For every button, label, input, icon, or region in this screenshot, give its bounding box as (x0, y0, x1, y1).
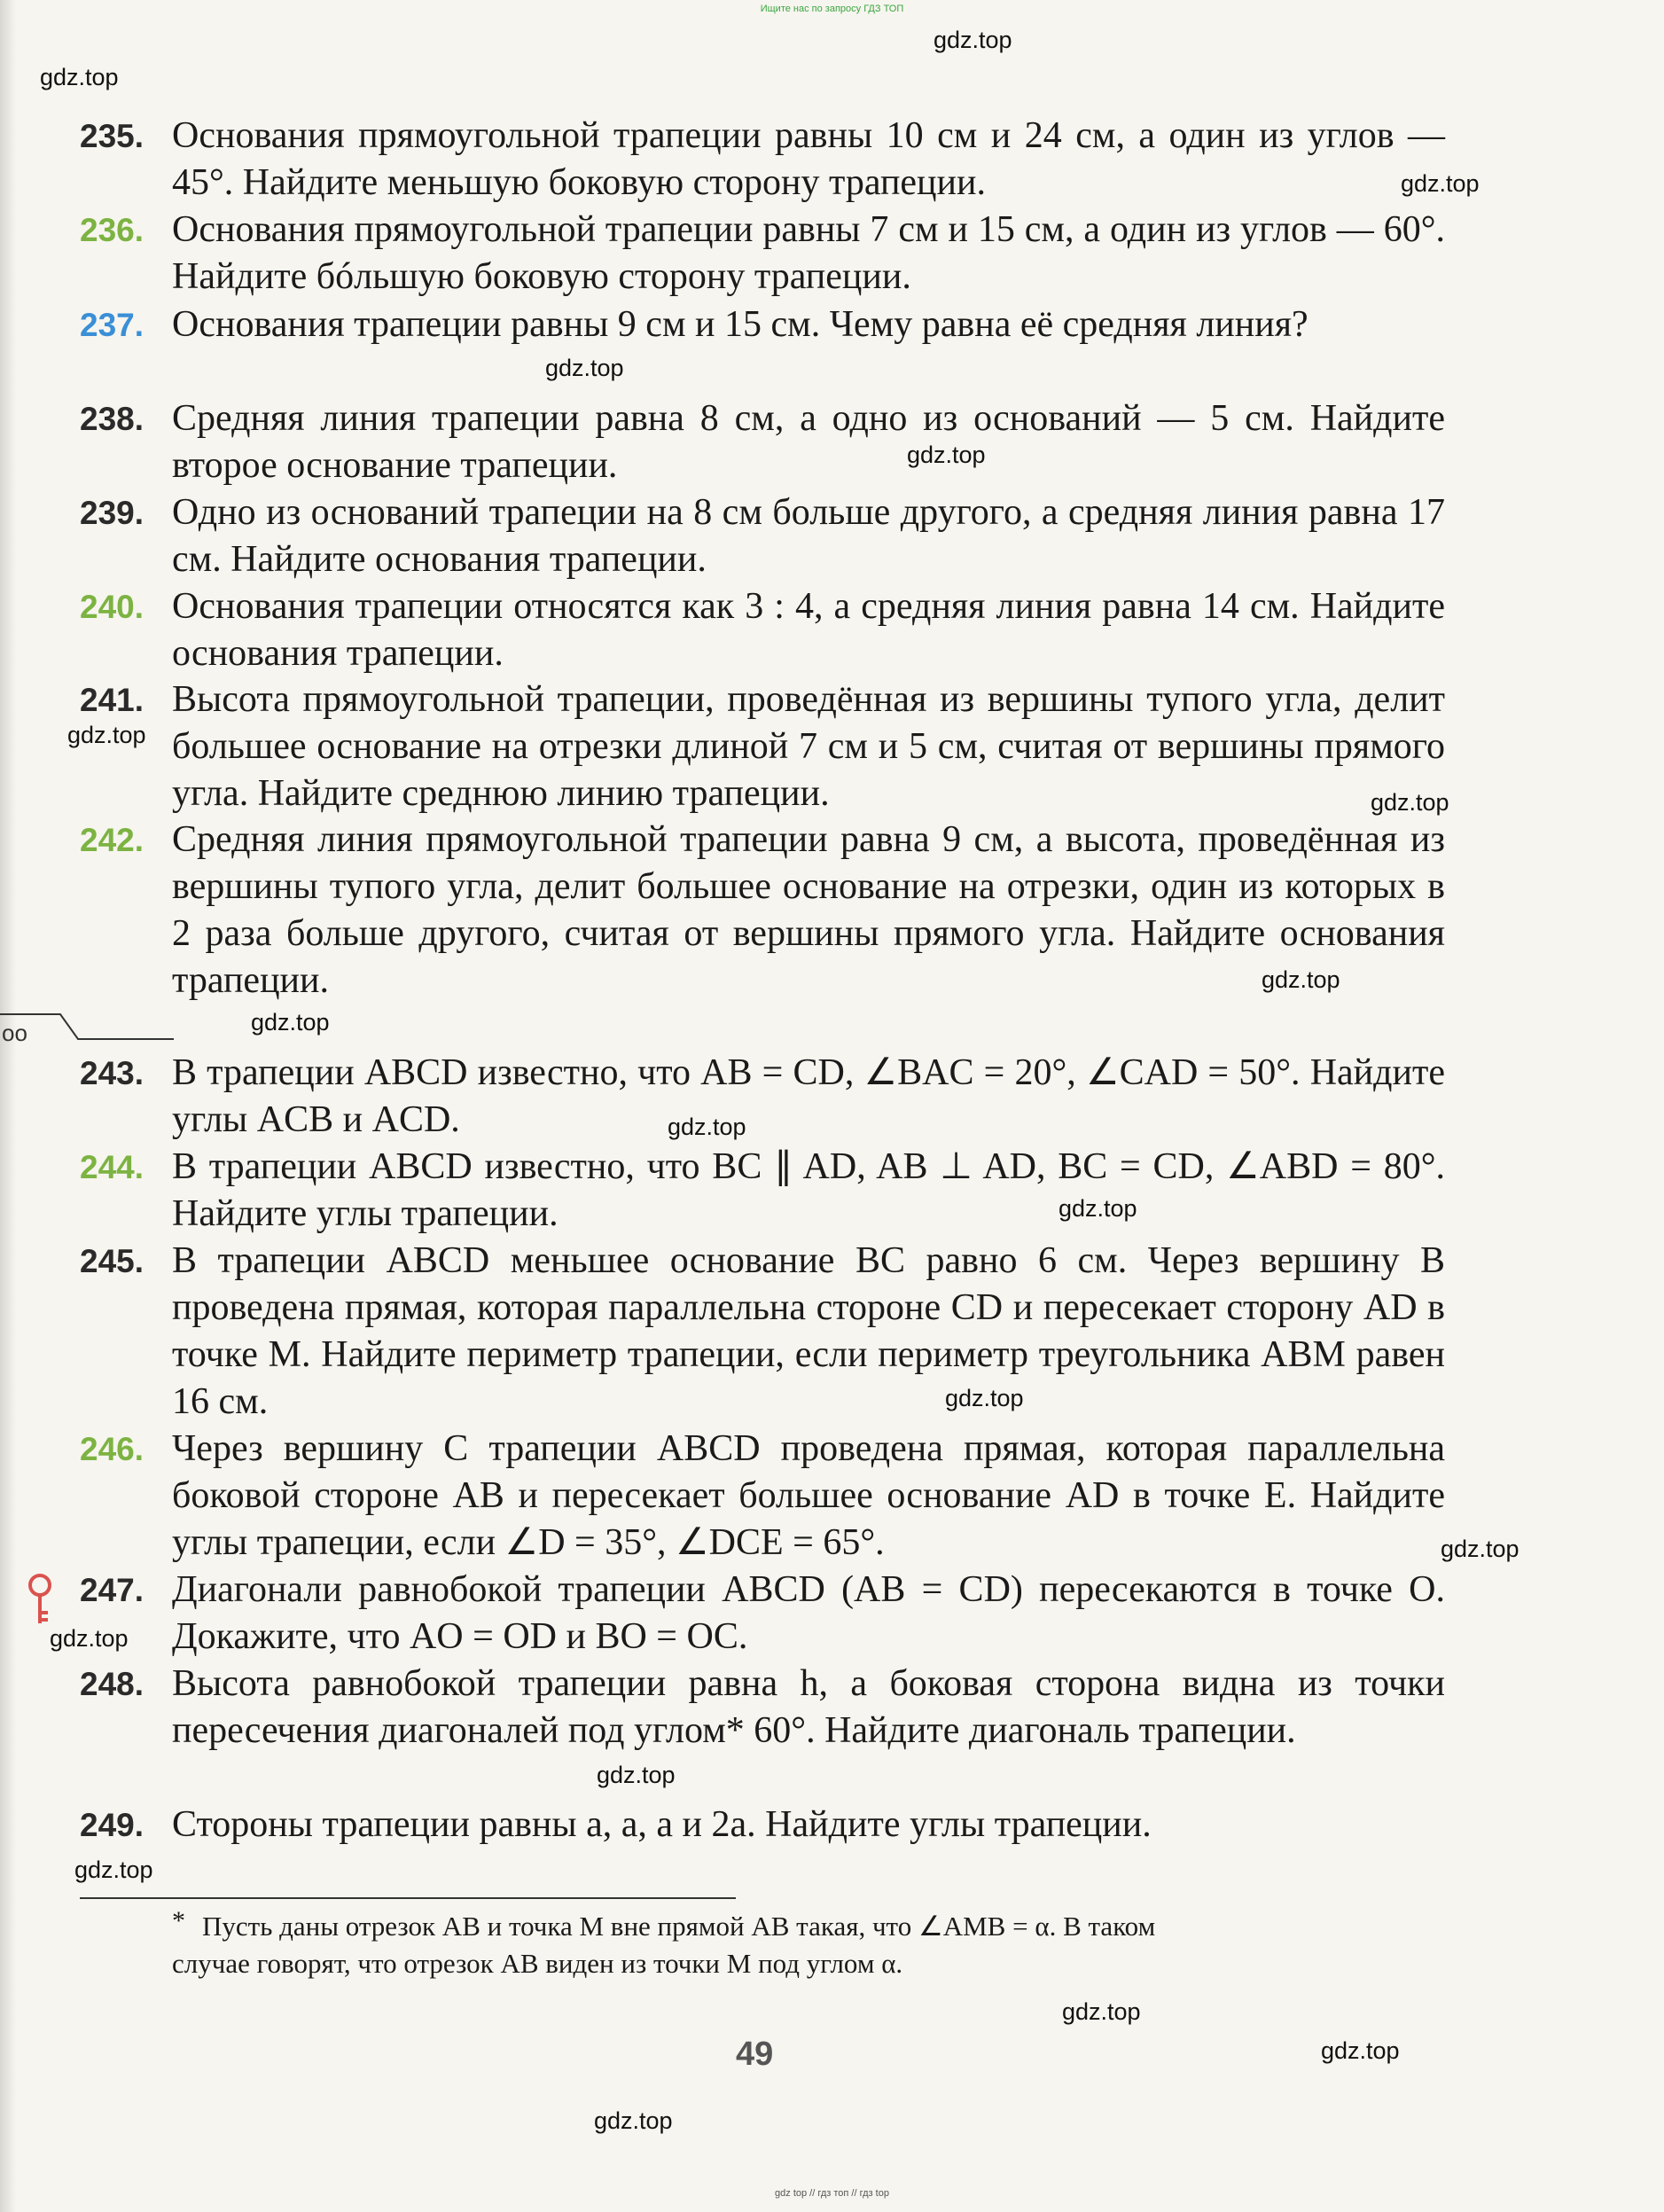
watermark: gdz.top (50, 1625, 129, 1652)
problem-number: 241. (80, 682, 145, 718)
watermark: gdz.top (1371, 789, 1449, 816)
problem-245 (80, 1238, 1445, 1426)
watermark: gdz.top (545, 355, 624, 381)
problem-text: В трапеции ABCD известно, что AB = CD, ∠BAC = 20°, ∠CAD = 50°. Найдите углы ACB и ACD. (172, 1052, 1445, 1140)
problem-number: 245. (80, 1243, 145, 1279)
watermark: gdz.top (1321, 2037, 1400, 2064)
problem-236 (80, 207, 1445, 301)
problem-number: 236. (80, 212, 145, 248)
problem-239 (80, 489, 1445, 583)
watermark: gdz.top (1262, 966, 1340, 993)
watermark: gdz.top (67, 722, 146, 748)
watermark: gdz.top (40, 64, 119, 90)
footnote (80, 1908, 1445, 1982)
problem-text: Средняя линия прямоугольной трапеции равна 9 см, а высота, проведённая из вершины тупого угла, делит большее основание на отрезки, один из которых в 2 раза больше другого, считая от вершины прямого угла. Найдите основания трапеции. (172, 819, 1445, 1001)
footnote-line-1: Пусть даны отрезок AB и точка M вне прямой AB такая, что ∠AMB = α. В таком (202, 1911, 1156, 1942)
problem-text: Через вершину C трапеции ABCD проведена прямая, которая параллельна боковой стороне AB и пересекает большее основание AD в точке E. Найдите углы трапеции, если ∠D = 35°, ∠DCE = 65°. (172, 1428, 1445, 1563)
problem-text: В трапеции ABCD известно, что BC ∥ AD, AB ⊥ AD, BC = CD, ∠ABD = 80°. Найдите углы трапеции. (172, 1146, 1445, 1234)
problem-text: Высота прямоугольной трапеции, проведённая из вершины тупого угла, делит большее основание на отрезки длиной 7 см и 5 см, считая от вершины прямого угла. Найдите среднюю линию трапеции. (172, 679, 1445, 814)
problem-235 (80, 113, 1445, 207)
problem-text: Диагонали равнобокой трапеции ABCD (AB = CD) пересекаются в точке O. Докажите, что AO = OD и BO = OC. (172, 1569, 1445, 1657)
problem-number: 243. (80, 1055, 145, 1091)
problem-text: Основания прямоугольной трапеции равны 10 см и 24 см, а один из углов — 45°. Найдите меньшую боковую сторону трапеции. (172, 115, 1445, 203)
problem-text: В трапеции ABCD меньшее основание BC равно 6 см. Через вершину B проведена прямая, которая параллельна стороне CD и пересекает сторону AD в точке M. Найдите периметр трапеции, если периметр треугольника ABM равен 16 см. (172, 1240, 1445, 1422)
problem-number: 249. (80, 1807, 145, 1843)
problem-number: 247. (80, 1572, 145, 1608)
bottom-banner[interactable]: gdz top // гдз топ // гдз top (775, 2188, 889, 2199)
problem-249 (80, 1802, 1445, 1849)
watermark: gdz.top (594, 2107, 673, 2134)
watermark: gdz.top (668, 1114, 746, 1140)
problem-244 (80, 1144, 1445, 1238)
watermark: gdz.top (1059, 1195, 1137, 1222)
watermark: gdz.top (597, 1762, 676, 1788)
problem-text: Высота равнобокой трапеции равна h, а боковая сторона видна из точки пересечения диагоналей под углом* 60°. Найдите диагональ трапеции. (172, 1663, 1445, 1751)
watermark: gdz.top (1062, 1998, 1141, 2025)
page-binding-shade (0, 0, 16, 2212)
problem-text: Основания трапеции равны 9 см и 15 см. Чему равна её средняя линия? (172, 304, 1309, 345)
problem-text: Основания трапеции относятся как 3 : 4, а средняя линия равна 14 см. Найдите основания трапеции. (172, 586, 1445, 674)
problem-number: 246. (80, 1431, 145, 1467)
problem-text: Основания прямоугольной трапеции равны 7 см и 15 см, а один из углов — 60°. Найдите бóльшую боковую сторону трапеции. (172, 209, 1445, 297)
watermark: gdz.top (907, 442, 986, 468)
problem-number: 235. (80, 118, 145, 154)
problem-text: Средняя линия трапеции равна 8 см, а одно из оснований — 5 см. Найдите второе основание трапеции. (172, 398, 1445, 486)
problem-text: Одно из оснований трапеции на 8 см больше другого, а средняя линия равна 17 см. Найдите основания трапеции. (172, 492, 1445, 580)
svg-text:oo: oo (2, 1020, 27, 1046)
problem-240 (80, 583, 1445, 677)
watermark: gdz.top (74, 1856, 153, 1883)
problem-238 (80, 395, 1445, 489)
problem-number: 242. (80, 822, 145, 858)
problem-number: 237. (80, 307, 145, 343)
watermark: gdz.top (934, 27, 1012, 53)
footnote-divider (80, 1897, 736, 1899)
problem-number: 240. (80, 589, 145, 625)
problem-246 (80, 1426, 1445, 1567)
page-number: 49 (736, 2036, 774, 2073)
footnote-star: * (172, 1906, 185, 1935)
watermark: gdz.top (1441, 1536, 1519, 1562)
problem-242 (80, 817, 1445, 1004)
watermark: gdz.top (945, 1385, 1024, 1411)
top-banner[interactable]: Ищите нас по запросу ГДЗ ТОП (760, 4, 904, 14)
problem-number: 244. (80, 1149, 145, 1185)
watermark: gdz.top (1401, 170, 1480, 197)
problem-243 (80, 1050, 1445, 1144)
problem-number: 239. (80, 495, 145, 531)
problem-237 (80, 301, 1445, 348)
footnote-line-2: случае говорят, что отрезок AB виден из точки M под углом α. (172, 1948, 903, 1979)
problem-248 (80, 1661, 1445, 1755)
key-icon (27, 1574, 59, 1627)
problem-number: 248. (80, 1666, 145, 1702)
problem-number: 238. (80, 401, 145, 437)
problem-241 (80, 676, 1445, 817)
problem-247 (80, 1567, 1445, 1661)
problem-text: Стороны трапеции равны a, a, a и 2a. Найдите углы трапеции. (172, 1804, 1152, 1845)
watermark: gdz.top (251, 1009, 330, 1036)
margin-marker-shape (0, 1009, 177, 1053)
